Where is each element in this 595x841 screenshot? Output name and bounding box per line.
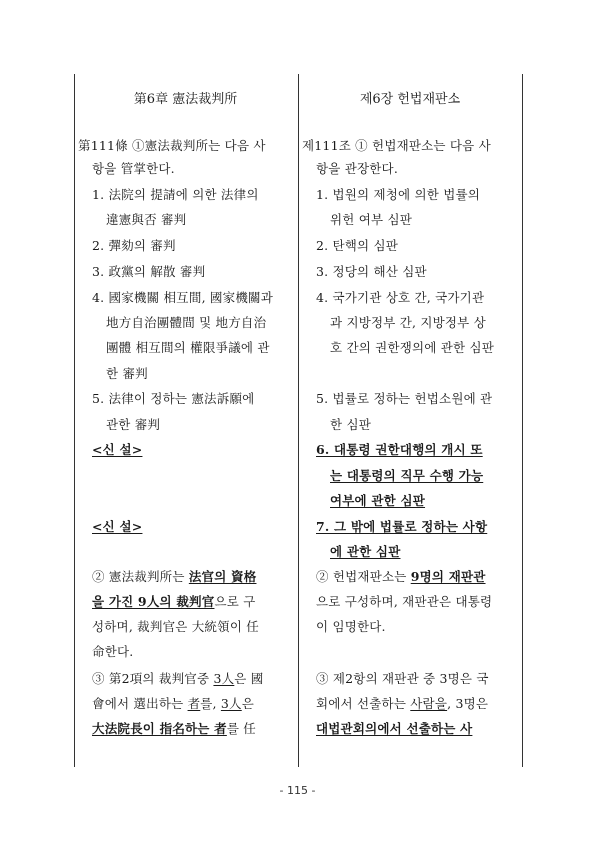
right-column-heading: 제6장 헌법재판소 [359,92,461,107]
left-line [92,592,255,612]
amended-text: 者 [187,696,201,711]
text-span: ② 헌법재판소는 [316,569,411,584]
left-line: 한 審判 [106,366,148,381]
right-line: 항을 관장한다. [316,161,398,176]
right-line [316,694,488,714]
right-line: 제111조 ① 헌법재판소는 다음 사 [302,138,491,153]
left-line: 1. 法院의 提請에 의한 法律의 [92,187,259,202]
left-line: 第111條 ①憲法裁判所는 다음 사 [78,138,266,153]
new-clause-line: 7. 그 밖에 법률로 정하는 사항 [316,519,488,534]
table-column-divider [298,74,299,767]
right-line: 4. 국가기관 상호 간, 국가기관 [316,290,485,305]
left-line: 관한 審判 [106,417,161,432]
new-clause-line: 6. 대통령 권한대행의 개시 또 [316,442,483,457]
table-right-border [522,74,523,767]
left-line [92,669,263,689]
left-line: 地方自治團體間 및 地方自治 [106,315,267,330]
text-span: ② 憲法裁判所는 [92,569,189,584]
text-span: 를 任 [226,721,256,736]
left-line: 3. 政黨의 解散 審判 [92,264,206,279]
right-line [316,567,486,587]
new-provision-marker: <신 설> [92,519,143,534]
right-line: ③ 제2항의 재판관 중 3명은 국 [316,671,489,686]
left-line: 성하며, 裁判官은 大統領이 任 [92,619,259,634]
amended-text: 사람을 [410,696,448,711]
right-line: 호 간의 권한쟁의에 관한 심판 [330,340,494,355]
left-line: 違憲與否 審判 [106,212,187,227]
new-provision-marker: <신 설> [92,442,143,457]
right-line: 위헌 여부 심판 [330,212,412,227]
text-span: 회에서 선출하는 [316,696,411,711]
right-line: 과 지방정부 간, 지방정부 상 [330,315,486,330]
right-line: 5. 법률로 정하는 헌법소원에 관 [316,391,493,406]
left-line: 命한다. [92,644,134,659]
amended-text: 9명의 재판관 [410,569,486,584]
left-line: 항을 管掌한다. [92,161,175,176]
text-span: , 3명은 [447,696,489,711]
left-line: 團體 相互間의 權限爭議에 관 [106,340,270,355]
text-span: 會에서 選出하는 [92,696,188,711]
right-line: 1. 법원의 제청에 의한 법률의 [316,187,481,202]
amended-text: 3人 [213,671,235,686]
left-line: 5. 法律이 정하는 憲法訴願에 [92,391,255,406]
right-line: 대법관회의에서 선출하는 사 [316,721,473,736]
amended-text: 을 가진 9人의 裁判官 [92,594,215,609]
text-span: 은 國 [234,671,264,686]
text-span: 은 [241,696,255,711]
amended-text: 3人 [220,696,242,711]
text-span: 으로 구 [214,594,256,609]
new-clause-line: 는 대통령의 직무 수행 가능 [330,468,484,483]
left-line: 2. 彈劾의 審判 [92,238,176,253]
left-line: 4. 國家機關 相互間, 國家機關과 [92,290,273,305]
left-line [92,694,254,714]
text-span: ③ 第2項의 裁判官중 [92,671,214,686]
amended-text: 法官의 資格 [188,569,257,584]
right-line: 한 심판 [330,417,371,432]
new-clause-line: 에 관한 심판 [330,544,401,559]
right-line: 이 임명한다. [316,619,386,634]
left-column-heading: 第6章 憲法裁判所 [133,92,238,107]
new-clause-line: 여부에 관한 심판 [330,493,426,508]
text-span: 를, [200,696,221,711]
amended-text: 大法院長이 指名하는 者 [92,721,227,736]
table-left-border [74,74,75,767]
left-line [92,567,256,587]
page-number: - 115 - [279,784,316,797]
left-line [92,719,256,739]
right-line: 3. 정당의 해산 심판 [316,264,427,279]
right-line: 으로 구성하며, 재판관은 대통령 [316,594,493,609]
right-line: 2. 탄핵의 심판 [316,238,399,253]
